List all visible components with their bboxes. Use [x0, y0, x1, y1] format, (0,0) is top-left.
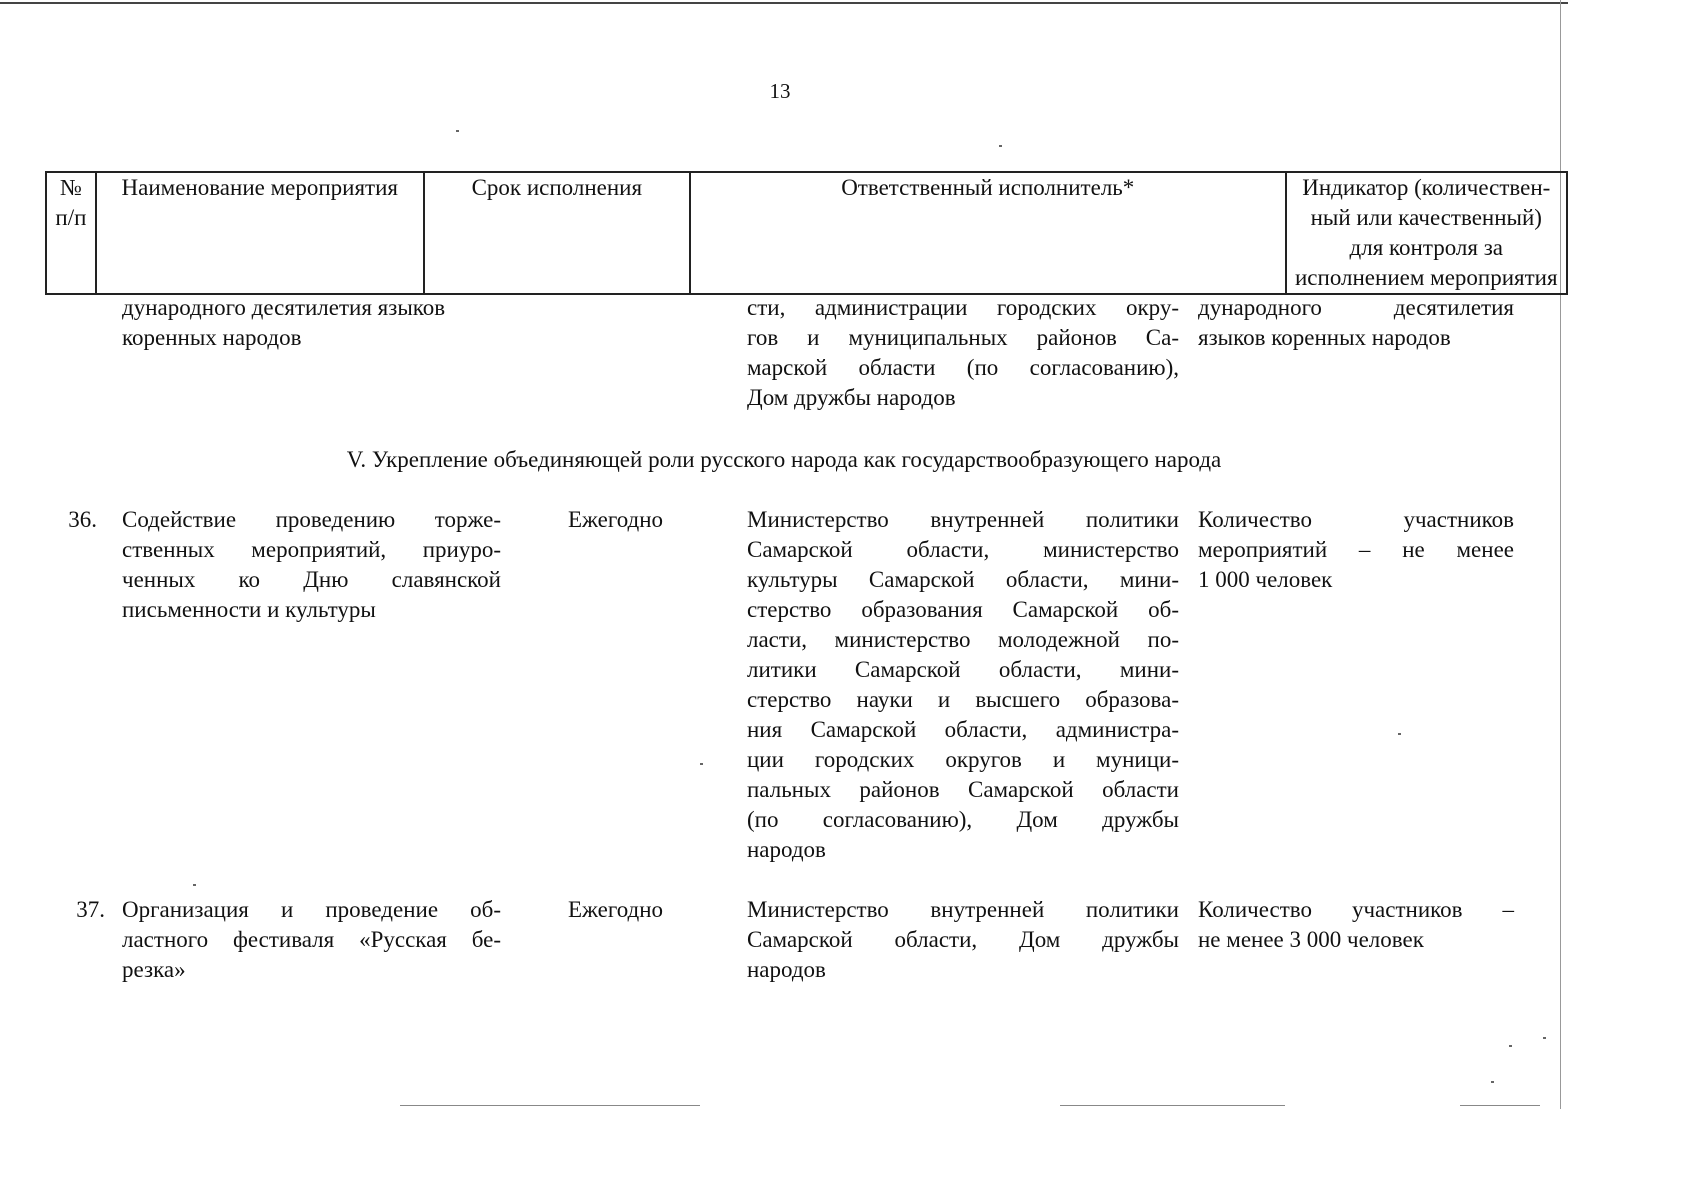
- table-header: [45, 171, 1568, 295]
- line: ластного фестиваля «Русская бе-: [122, 927, 501, 952]
- continuation-indicator: [1198, 293, 1514, 353]
- line: народов: [747, 957, 826, 982]
- row-36-responsible: [747, 505, 1179, 865]
- line: мероприятий – не менее: [1198, 537, 1514, 562]
- bottom-scan-line: [1460, 1105, 1540, 1106]
- scan-speck: [1398, 733, 1401, 735]
- scan-speck: [1491, 1081, 1494, 1083]
- line: письменности и культуры: [122, 597, 376, 622]
- row-37-number: 37.: [76, 897, 105, 922]
- row-37-indicator: [1198, 895, 1514, 955]
- row-37-event-name: [122, 895, 501, 985]
- row-36-deadline: Ежегодно: [568, 507, 664, 532]
- scan-speck: [1543, 1037, 1546, 1039]
- line: коренных народов: [122, 325, 302, 350]
- line: сти, администрации городских окру-: [747, 295, 1179, 320]
- right-border-line: [1560, 0, 1561, 1109]
- line: ции городских округов и муници-: [747, 747, 1179, 772]
- row-37-deadline: Ежегодно: [568, 897, 664, 922]
- line: 1 000 человек: [1198, 567, 1333, 592]
- line: Количество участников –: [1198, 897, 1514, 922]
- line: литики Самарской области, мини-: [747, 657, 1179, 682]
- line: языков коренных народов: [1198, 325, 1451, 350]
- row-36-event-name: [122, 505, 501, 625]
- header-event-name: Наименование мероприятия: [96, 172, 424, 294]
- scan-speck: [999, 145, 1002, 147]
- line: Содействие проведению торже-: [122, 507, 501, 532]
- line: резка»: [122, 957, 186, 982]
- page-number: 13: [769, 79, 791, 103]
- header-responsible: Ответственный исполнитель*: [690, 172, 1286, 294]
- line: ственных мероприятий, приуро-: [122, 537, 501, 562]
- bottom-scan-line: [1060, 1105, 1285, 1106]
- scan-speck: [700, 763, 703, 765]
- section-heading: V. Укрепление объединяющей роли русского народа как государствообразующего народа: [346, 447, 1222, 472]
- line: Количество участников: [1198, 507, 1514, 532]
- header-number: № п/п: [46, 172, 96, 294]
- line: народов: [747, 837, 826, 862]
- scan-speck: [1509, 1045, 1512, 1047]
- line: (по согласованию), Дом дружбы: [747, 807, 1179, 832]
- continuation-responsible: [747, 293, 1179, 413]
- line: стерство науки и высшего образова-: [747, 687, 1179, 712]
- line: Самарской области, Дом дружбы: [747, 927, 1179, 952]
- header-indicator: Индикатор (количествен-ный или качественный) для контроля за исполнением мероприятия: [1286, 172, 1567, 294]
- line: гов и муниципальных районов Са-: [747, 325, 1179, 350]
- row-37-responsible: [747, 895, 1179, 985]
- line: Самарской области, министерство: [747, 537, 1179, 562]
- line: Министерство внутренней политики: [747, 897, 1179, 922]
- line: ния Самарской области, администра-: [747, 717, 1179, 742]
- row-36-number: 36.: [68, 507, 97, 532]
- scan-speck: [193, 884, 196, 886]
- line: ченных ко Дню славянской: [122, 567, 501, 592]
- line: Организация и проведение об-: [122, 897, 501, 922]
- continuation-event-name: [122, 293, 507, 353]
- line: марской области (по согласованию),: [747, 355, 1179, 380]
- header-deadline: Срок исполнения: [424, 172, 690, 294]
- line: Дом дружбы народов: [747, 385, 956, 410]
- line: стерство образования Самарской об-: [747, 597, 1179, 622]
- row-36-indicator: [1198, 505, 1514, 595]
- line: дународного десятилетия языков: [122, 295, 446, 320]
- line: культуры Самарской области, мини-: [747, 567, 1179, 592]
- line: не менее 3 000 человек: [1198, 927, 1424, 952]
- line: дународного десятилетия: [1198, 295, 1514, 320]
- line: ласти, министерство молодежной по-: [747, 627, 1179, 652]
- bottom-scan-line: [400, 1105, 700, 1106]
- line: пальных районов Самарской области: [747, 777, 1179, 802]
- top-border-line: [0, 2, 1568, 4]
- line: Министерство внутренней политики: [747, 507, 1179, 532]
- scan-speck: [456, 130, 459, 132]
